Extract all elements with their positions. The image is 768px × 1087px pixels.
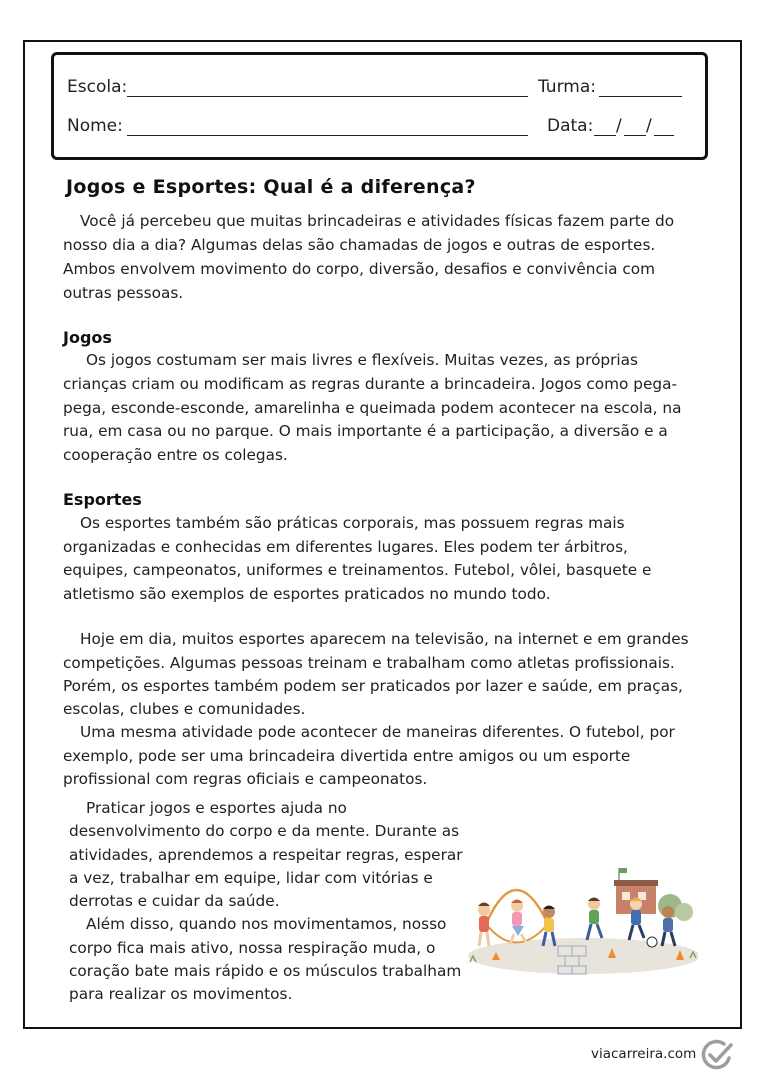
children-playing-illustration (466, 866, 698, 978)
text-line: Os jogos costumam ser mais livres e flexíveis. Muitas vezes, as próprias (86, 351, 639, 369)
text-line: outras pessoas. (63, 284, 184, 302)
text-line: corpo fica mais ativo, nossa respiração muda, o (69, 939, 436, 957)
data-day-field[interactable] (594, 135, 616, 136)
turma-field[interactable] (599, 96, 682, 97)
text-line: nosso dia a dia? Algumas delas são chamadas de jogos e outras de esportes. (63, 236, 656, 254)
nome-label: Nome: (67, 116, 123, 136)
text-line: Os esportes também são práticas corporais, mas possuem regras mais (80, 514, 625, 532)
text-line: competições. Algumas pessoas treinam e trabalham como atletas profissionais. (63, 654, 675, 672)
escola-field[interactable] (127, 96, 528, 97)
site-url: viacarreira.com (591, 1046, 697, 1062)
jogos-heading: Jogos (63, 328, 112, 347)
text-line: exemplo, pode ser uma brincadeira divertida entre amigos ou um esporte (63, 747, 631, 765)
check-logo-icon (700, 1038, 734, 1072)
text-line: Você já percebeu que muitas brincadeiras e atividades físicas fazem parte do (80, 212, 675, 230)
text-line: crianças criam ou modificam as regras durante a brincadeira. Jogos como pega- (63, 375, 677, 393)
text-line: atletismo são exemplos de esportes praticados no mundo todo. (63, 585, 551, 603)
text-line: Ambos envolvem movimento do corpo, diversão, desafios e convivência com (63, 260, 656, 278)
escola-label: Escola: (67, 77, 128, 97)
child (662, 906, 674, 918)
text-line: rua, em casa ou no parque. O mais importante é a participação, a diversão e a (63, 422, 668, 440)
data-month-field[interactable] (624, 135, 646, 136)
text-line: para realizar os movimentos. (69, 985, 293, 1003)
text-line: Além disso, quando nos movimentamos, nosso (86, 915, 447, 933)
text-line: coração bate mais rápido e os músculos trabalham (69, 962, 462, 980)
text-line: profissional com regras oficiais e campeonatos. (63, 770, 428, 788)
esportes-heading: Esportes (63, 490, 142, 509)
text-line: pega, esconde-esconde, amarelinha e queimada podem acontecer na escola, na (63, 399, 682, 417)
text-line: Uma mesma atividade pode acontecer de maneiras diferentes. O futebol, por (80, 723, 675, 741)
date-slash: / (616, 116, 622, 136)
text-line: escolas, clubes e comunidades. (63, 700, 306, 718)
nome-field[interactable] (127, 135, 528, 136)
text-line: desenvolvimento do corpo e da mente. Durante as (69, 822, 460, 840)
text-line: derrotas e cuidar da saúde. (69, 892, 280, 910)
text-line: a vez, trabalhar em equipe, lidar com vitórias e (69, 869, 433, 887)
date-slash: / (646, 116, 652, 136)
text-line: atividades, aprendemos a respeitar regras, esperar (69, 846, 463, 864)
data-year-field[interactable] (654, 135, 674, 136)
soccer-ball (647, 937, 657, 947)
text-line: organizadas e conhecidas em diferentes lugares. Eles podem ter árbitros, (63, 538, 628, 556)
student-info-box (51, 52, 708, 160)
text-line: equipes, campeonatos, uniformes e treinamentos. Futebol, vôlei, basquete e (63, 561, 652, 579)
turma-label: Turma: (538, 77, 596, 97)
text-line: Hoje em dia, muitos esportes aparecem na televisão, na internet e em grandes (80, 630, 689, 648)
page-title: Jogos e Esportes: Qual é a diferença? (66, 176, 476, 198)
data-label: Data: (547, 116, 594, 136)
text-line: cooperação entre os colegas. (63, 446, 288, 464)
text-line: Porém, os esportes também podem ser praticados por lazer e saúde, em praças, (63, 677, 683, 695)
text-line: Praticar jogos e esportes ajuda no (86, 799, 347, 817)
